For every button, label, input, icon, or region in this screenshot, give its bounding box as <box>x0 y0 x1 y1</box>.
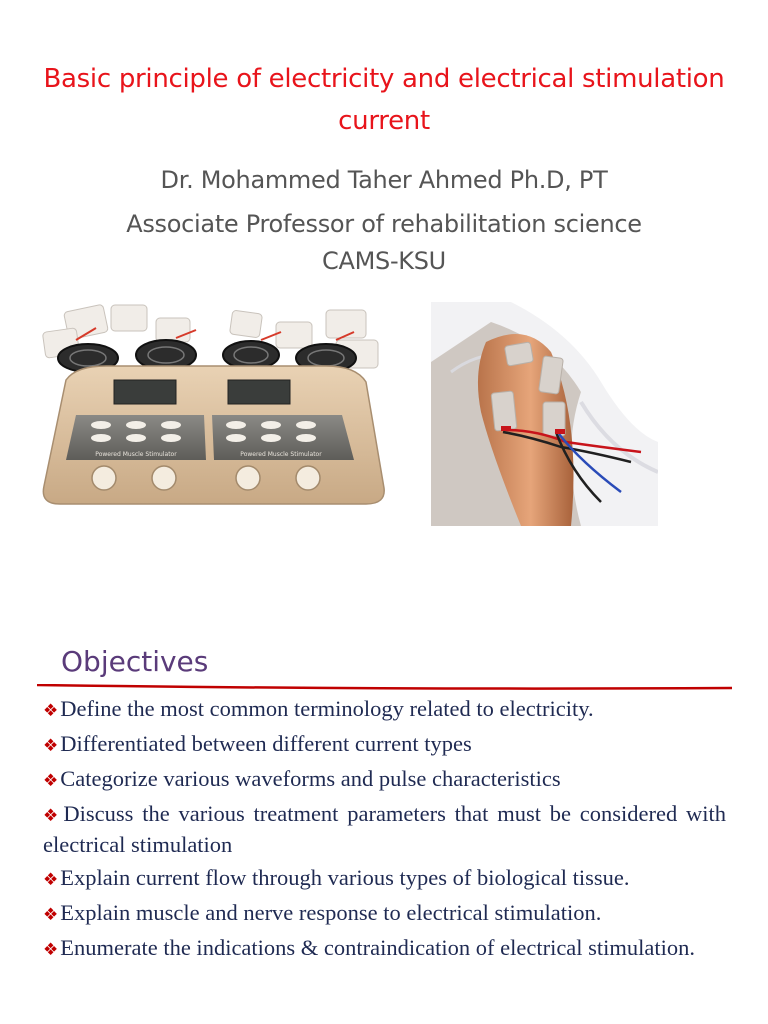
objectives-divider <box>37 684 732 690</box>
diamond-bullet-icon: ❖ <box>43 736 59 755</box>
diamond-bullet-icon: ❖ <box>43 806 62 825</box>
stimulator-label-right: Powered Muscle Stimulator <box>240 451 322 458</box>
objective-item: ❖Enumerate the indications & contraindication of electrical stimulation. <box>43 935 696 960</box>
diamond-bullet-icon: ❖ <box>43 701 59 720</box>
author-institution: CAMS-KSU <box>322 247 446 275</box>
objective-item: ❖Differentiated between different current types <box>43 731 472 756</box>
objective-item: ❖Explain current flow through various types of biological tissue. <box>43 865 630 890</box>
leg-electrodes-photo <box>431 302 658 526</box>
objectives-heading: Objectives <box>61 645 209 678</box>
author-position: Associate Professor of rehabilitation science <box>126 210 642 238</box>
diamond-bullet-icon: ❖ <box>43 940 59 959</box>
stimulator-label-left: Powered Muscle Stimulator <box>95 451 177 458</box>
objective-item: ❖Categorize various waveforms and pulse characteristics <box>43 766 561 791</box>
diamond-bullet-icon: ❖ <box>43 905 59 924</box>
author-name: Dr. Mohammed Taher Ahmed Ph.D, PT <box>160 166 608 194</box>
muscle-stimulator-photo <box>36 300 388 508</box>
diamond-bullet-icon: ❖ <box>43 870 59 889</box>
objectives-list <box>43 694 726 968</box>
objective-item: ❖Discuss the various treatment parameters that must be considered with electrical stimulation <box>43 801 726 857</box>
diamond-bullet-icon: ❖ <box>43 771 59 790</box>
slide-title: Basic principle of electricity and electrical stimulation current <box>43 64 725 136</box>
objective-item: ❖Explain muscle and nerve response to electrical stimulation. <box>43 900 602 925</box>
objective-item: ❖Define the most common terminology related to electricity. <box>43 696 594 721</box>
